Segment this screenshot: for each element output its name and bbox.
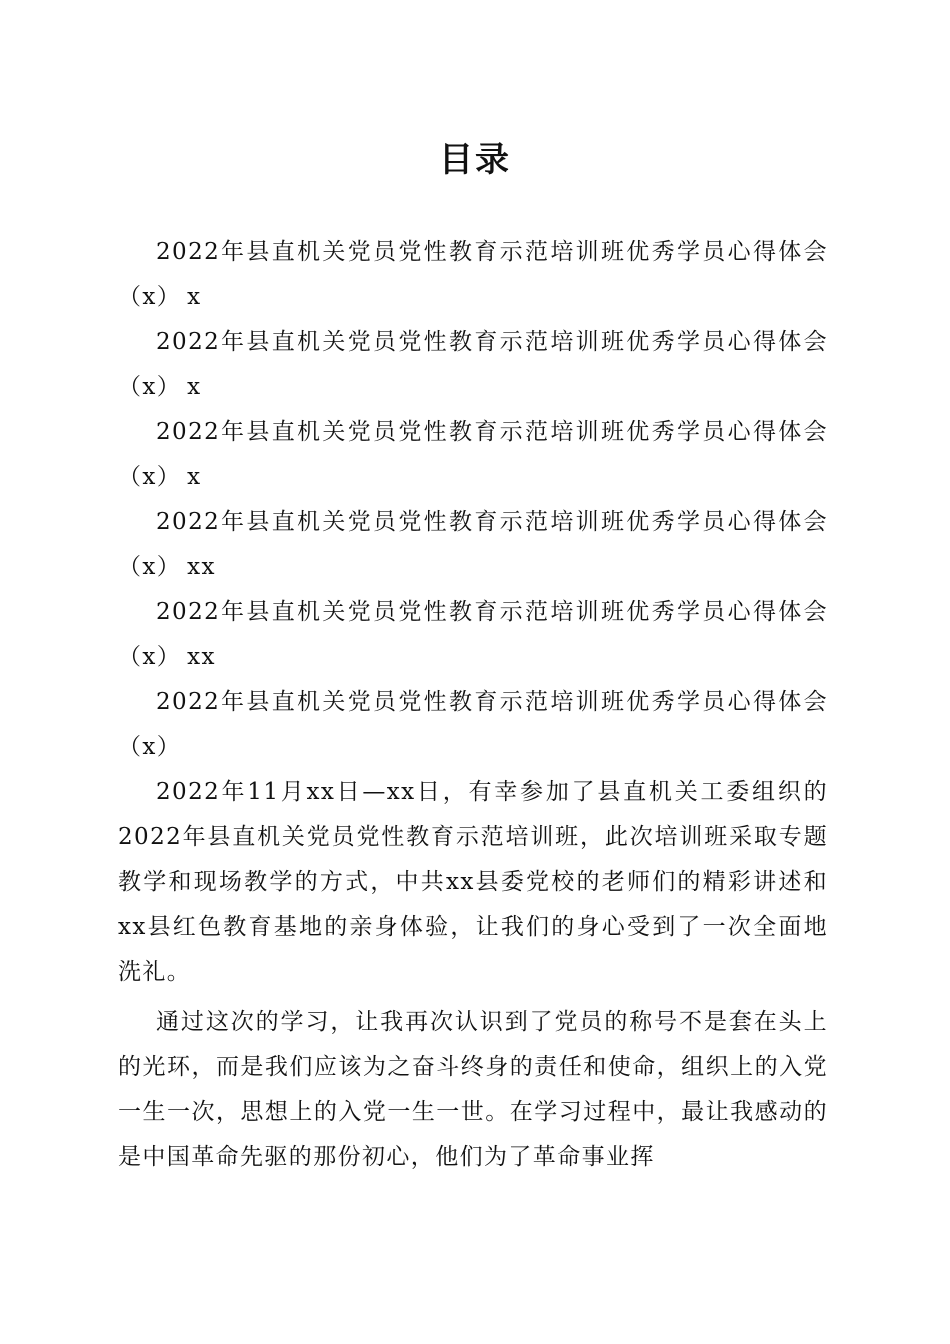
body-paragraph: 2022年11月xx日—xx日，有幸参加了县直机关工委组织的2022年县直机关党员党性教育示范培训班，此次培训班采取专题教学和现场教学的方式，中共xx县委党校的老师们的精彩讲述和xx县红色教育基地的亲身体验，让我们的身心受到了一次全面地洗礼。 <box>118 779 828 985</box>
toc-entry-title: 2022年县直机关党员党性教育示范培训班优秀学员心得体会（x） <box>118 329 828 400</box>
toc-entry[interactable] <box>118 320 828 410</box>
page-title: 目录 <box>439 140 511 180</box>
toc-entry[interactable] <box>118 410 828 500</box>
body-text <box>118 770 828 1180</box>
toc-entry-page: xx <box>187 554 216 580</box>
table-of-contents <box>118 230 828 770</box>
toc-entry-title: 2022年县直机关党员党性教育示范培训班优秀学员心得体会（x） <box>118 239 828 310</box>
toc-entry-page: x <box>187 284 202 310</box>
toc-entry[interactable] <box>118 680 828 770</box>
toc-entry-page: x <box>187 464 202 490</box>
toc-entry-title: 2022年县直机关党员党性教育示范培训班优秀学员心得体会（x） <box>118 419 828 490</box>
toc-entry[interactable] <box>118 500 828 590</box>
toc-entry[interactable] <box>118 230 828 320</box>
toc-entry-page: x <box>187 374 202 400</box>
toc-entry-page: xx <box>187 644 216 670</box>
toc-entry-title: 2022年县直机关党员党性教育示范培训班优秀学员心得体会（x） <box>118 509 828 580</box>
toc-entry-title: 2022年县直机关党员党性教育示范培训班优秀学员心得体会（x） <box>118 689 828 760</box>
toc-entry-title: 2022年县直机关党员党性教育示范培训班优秀学员心得体会（x） <box>118 599 828 670</box>
body-paragraph: 通过这次的学习，让我再次认识到了党员的称号不是套在头上的光环，而是我们应该为之奋斗终身的责任和使命，组织上的入党一生一次，思想上的入党一生一世。在学习过程中，最让我感动的是中国革命先驱的那份初心，他们为了革命事业挥 <box>118 1009 828 1170</box>
toc-entry[interactable] <box>118 590 828 680</box>
